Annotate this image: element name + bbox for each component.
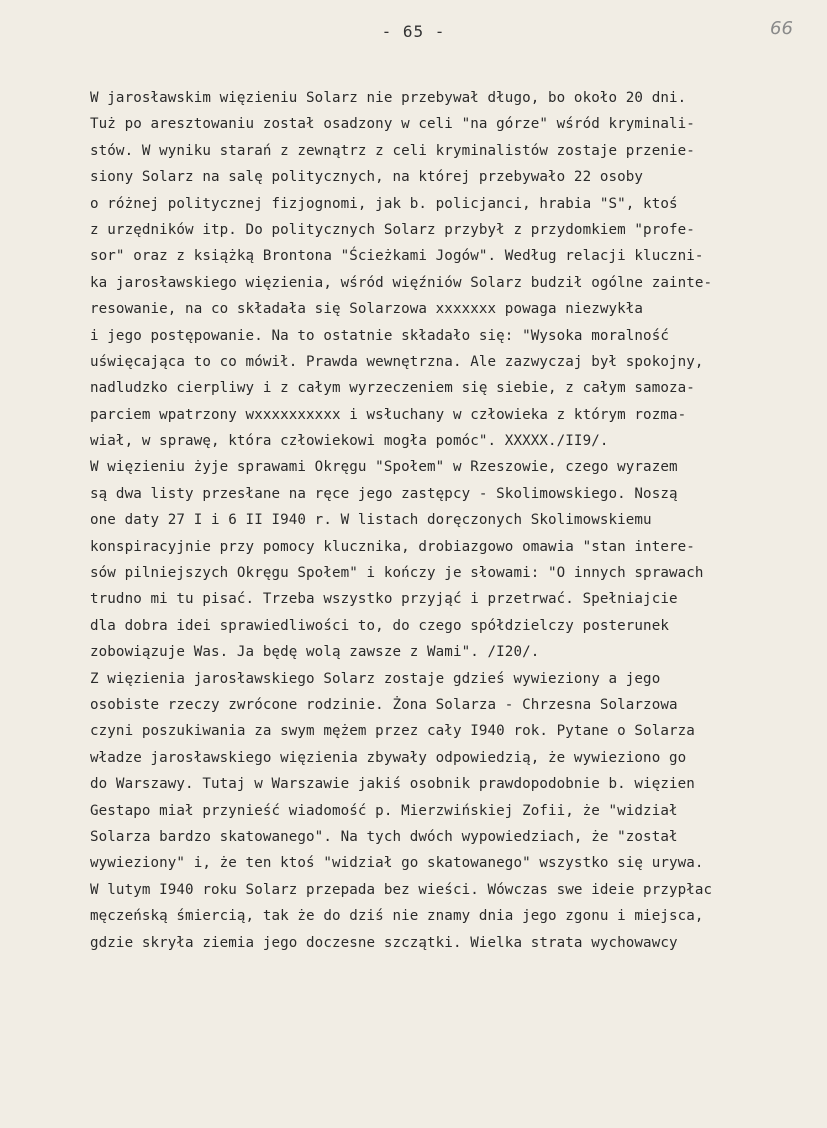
text-line: wywieziony" i, że ten ktoś "widział go skatowanego" wszystko się urywa. (90, 855, 704, 872)
body-text (90, 85, 827, 956)
text-line: one daty 27 I i 6 II I940 r. W listach doręczonych Skolimowskiemu (90, 512, 652, 529)
text-line: nadludzko cierpliwy i z całym wyrzeczeniem się siebie, z całym samoza- (90, 380, 695, 397)
text-line: sów pilniejszych Okręgu Społem" i kończy je słowami: "O innych sprawach (90, 565, 704, 582)
text-line: i jego postępowanie. Na to ostatnie składało się: "Wysoka moralność (90, 327, 669, 344)
text-line: z urzędników itp. Do politycznych Solarz przybył z przydomkiem "profe- (90, 221, 695, 238)
text-line: W jarosławskim więzieniu Solarz nie przebywał długo, bo około 20 dni. (90, 90, 687, 106)
archive-number: 66 (770, 18, 793, 39)
text-line: są dwa listy przesłane na ręce jego zastępcy - Skolimowskiego. Noszą (90, 485, 678, 502)
text-line: władze jarosławskiego więzienia zbywały odpowiedzią, że wywieziono go (90, 749, 687, 766)
text-line: konspiracyjnie przy pomocy klucznika, drobiazgowo omawia "stan intere- (90, 538, 695, 555)
text-line: trudno mi tu pisać. Trzeba wszystko przyjąć i przetrwać. Spełniajcie (90, 591, 678, 608)
text-line: dla dobra idei sprawiedliwości to, do czego spółdzielczy posterunek (90, 617, 669, 634)
text-line: siony Solarz na salę politycznych, na której przebywało 22 osoby (90, 169, 644, 186)
text-line: Tuż po aresztowaniu został osadzony w celi "na górze" wśród kryminali- (90, 116, 695, 133)
text-line: gdzie skryła ziemia jego doczesne szczątki. Wielka strata wychowawcy (90, 934, 678, 951)
text-line: parciem wpatrzony wxxxxxxxxxx i wsłuchany w człowieka z którym rozma- (90, 406, 687, 423)
text-line: ka jarosławskiego więzienia, wśród więźniów Solarz budził ogólne zainte- (90, 274, 713, 291)
text-line: zobowiązuje Was. Ja będę wolą zawsze z Wami". /I20/. (90, 644, 540, 661)
text-line: sor" oraz z książką Brontona "Ścieżkami Jogów". Według relacji kluczni- (90, 248, 704, 265)
text-line: uświęcająca to co mówił. Prawda wewnętrzna. Ale zazwyczaj był spokojny, (90, 353, 704, 370)
text-line: Z więzienia jarosławskiego Solarz zostaje gdzieś wywieziony a jego (90, 670, 661, 687)
text-line: osobiste rzeczy zwrócone rodzinie. Żona Solarza - Chrzesna Solarzowa (90, 696, 678, 713)
text-line: stów. W wyniku starań z zewnątrz z celi kryminalistów zostaje przenie- (90, 142, 695, 159)
text-line: czyni poszukiwania za swym mężem przez cały I940 rok. Pytane o Solarza (90, 723, 695, 740)
text-line: W lutym I940 roku Solarz przepada bez wieści. Wówczas swe ideie przypłac (90, 881, 713, 898)
text-line: o różnej politycznej fizjognomi, jak b. policjanci, hrabia "S", ktoś (90, 195, 678, 212)
text-line: do Warszawy. Tutaj w Warszawie jakiś osobnik prawdopodobnie b. więzien (90, 776, 695, 793)
text-line: resowanie, na co składała się Solarzowa xxxxxxx powaga niezwykła (90, 301, 644, 318)
text-line: Gestapo miał przynieść wiadomość p. Mierzwińskiej Zofii, że "widział (90, 802, 678, 819)
text-line: wiał, w sprawę, która człowiekowi mogła pomóc". XXXXX./II9/. (90, 433, 609, 450)
text-line: W więzieniu żyje sprawami Okręgu "Społem" w Rzeszowie, czego wyrazem (90, 459, 678, 476)
page-number: - 65 - (381, 22, 446, 41)
text-line: Solarza bardzo skatowanego". Na tych dwóch wypowiedziach, że "został (90, 828, 678, 845)
text-line: męczeńską śmiercią, tak że do dziś nie znamy dnia jego zgonu i miejsca, (90, 908, 704, 925)
